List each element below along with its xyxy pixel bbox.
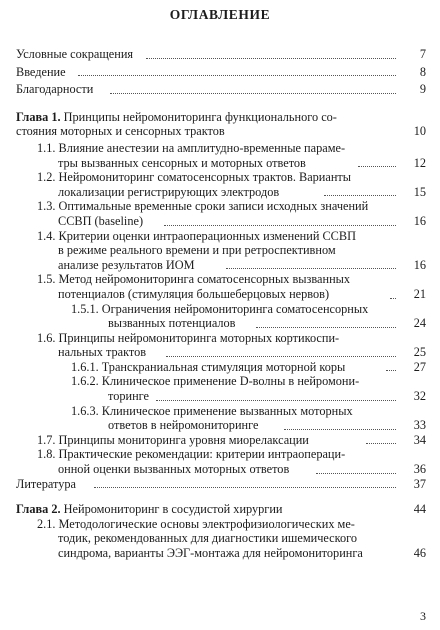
leader-dots [78,74,396,76]
leader-dots [226,267,396,269]
toc-entry-label: Литература [16,476,77,491]
page-title: ОГЛАВЛЕНИЕ [169,7,271,22]
section-title-line: торинге [108,389,150,404]
section-number: 1.4. [37,228,56,243]
section-title-line: потенциалов (стимуляция большеберцовых нервов) [58,286,330,301]
section-number: 1.7. [37,432,56,447]
leader-dots [94,486,396,488]
section-number: 1.6.2. [71,374,99,389]
section-title-line: Метод нейромониторинга соматосенсорных вызванных [58,272,351,287]
toc-chapter-2[interactable] [16,502,426,517]
toc-entry-1-8[interactable] [16,447,426,476]
section-number: 1.3. [37,199,56,214]
toc-page-number: 46 [413,546,426,560]
section-title-line: Клиническое применение вызванных моторных [101,403,353,418]
toc-entry-1-6-3[interactable] [16,404,426,433]
toc-entry-abbreviations[interactable] [16,47,426,62]
toc-entry-label: Введение [16,64,66,79]
table-of-contents [16,47,426,561]
toc-page-number: 7 [419,47,426,61]
leader-dots [156,399,396,401]
toc-entry-acknowledgements[interactable] [16,82,426,97]
toc-entry-1-5-1[interactable] [16,302,426,331]
section-title-line: Транскраниальная стимуляция моторной коры [101,359,346,374]
section-title-line: ССВП (baseline) [58,213,144,228]
section-title-line: Принципы нейромониторинга моторных кортикоспи- [58,330,340,345]
leader-dots [146,57,396,59]
toc-entry-label: Благодарности [16,82,94,97]
toc-page-number: 32 [413,389,426,404]
toc-entry-1-3[interactable] [16,199,426,228]
section-number: 1.6.3. [71,403,99,418]
leader-dots [166,355,396,357]
chapter-title-line: Нейромониторинг в сосудистой хирургии [63,502,283,517]
section-number: 1.6. [37,330,56,345]
toc-page-number: 33 [413,418,426,433]
section-title-line: локализации регистрирующих электродов [58,184,280,199]
leader-dots [386,369,396,371]
toc-entry-2-1[interactable] [16,517,426,561]
section-number: 1.5. [37,272,56,287]
section-title-line: Принципы мониторинга уровня миорелаксации [58,432,309,447]
toc-entry-introduction[interactable] [16,65,426,80]
toc-page-number: 36 [413,462,426,477]
leader-dots [164,224,396,226]
leader-dots [358,165,396,167]
section-title-line: тры вызванных сенсорных и моторных ответов [58,155,306,170]
section-title-line: Практические рекомендации: критерии интраопераци- [58,447,346,462]
section-number: 1.1. [37,140,56,155]
section-title-line: вызванных потенциалов [108,316,236,331]
section-title-line: Оптимальные временные сроки записи исходных значений [58,199,369,214]
section-title-line: тодик, рекомендованных для диагностики ишемического [58,531,358,546]
chapter-title-line: стояния моторных и сенсорных трактов [16,124,225,139]
section-number: 1.5.1. [71,301,99,316]
toc-entry-1-2[interactable] [16,170,426,199]
leader-dots [324,194,396,196]
section-number: 1.8. [37,447,56,462]
section-title-line: синдрома, варианты ЭЭГ-монтажа для нейромониторинга [58,546,363,560]
toc-entry-label: Условные сокращения [16,47,134,61]
toc-page-number: 25 [413,345,426,360]
toc-page-number: 27 [413,359,426,374]
toc-page-number: 9 [419,82,426,97]
toc-page-number: 34 [413,432,426,447]
page-number: 3 [420,609,426,623]
section-title-line: Нейромониторинг соматосенсорных трактов. Варианты [58,170,352,185]
toc-page-number: 21 [413,286,426,301]
toc-page-number: 16 [413,213,426,228]
toc-entry-1-6-1[interactable] [16,360,426,375]
chapter-title-line: Принципы нейромониторинга функционального со- [63,109,337,124]
section-number: 2.1. [37,516,56,531]
leader-dots [256,326,396,328]
section-number: 1.2. [37,170,56,185]
leader-dots [284,428,396,430]
leader-dots [316,472,396,474]
toc-entry-1-4[interactable] [16,229,426,273]
toc-page-number: 10 [413,124,426,139]
leader-dots [366,442,396,444]
leader-dots [390,297,396,299]
section-title-line: нальных трактов [58,345,147,360]
section-title-line: Влияние анестезии на амплитудно-временные параме- [58,140,346,155]
section-title-line: онной оценки вызванных моторных ответов [58,462,290,477]
section-title-line: Ограничения нейромониторинга соматосенсорных [101,301,369,316]
section-title-line: Клиническое применение D-волны в нейромони- [101,374,360,389]
toc-entry-1-6[interactable] [16,331,426,360]
section-title-line: анализе результатов ИОМ [58,257,195,272]
toc-page-number: 15 [413,184,426,199]
toc-page-number: 44 [413,502,426,517]
toc-page-number: 8 [419,64,426,79]
section-title-line: Критерии оценки интраоперационных изменений ССВП [58,228,356,243]
toc-entry-1-1[interactable] [16,141,426,170]
toc-entry-1-5[interactable] [16,272,426,301]
leader-dots [110,92,396,94]
toc-entry-literature[interactable] [16,477,426,492]
section-title-line: ответов в нейромониторинге [108,418,259,433]
toc-page-number: 16 [413,257,426,272]
section-number: 1.6.1. [71,359,99,374]
section-title-line: в режиме реального времени и при ретроспективном [58,243,336,258]
toc-entry-1-7[interactable] [16,433,426,448]
chapter-label: Глава 2. [16,502,61,517]
toc-page-number: 24 [413,316,426,331]
toc-entry-1-6-2[interactable] [16,374,426,403]
toc-page-number: 12 [413,155,426,170]
toc-chapter-1[interactable] [16,110,426,139]
section-title-line: Методологические основы электрофизиологических ме- [58,516,355,531]
chapter-label: Глава 1. [16,109,61,124]
toc-page-number: 37 [413,476,426,491]
